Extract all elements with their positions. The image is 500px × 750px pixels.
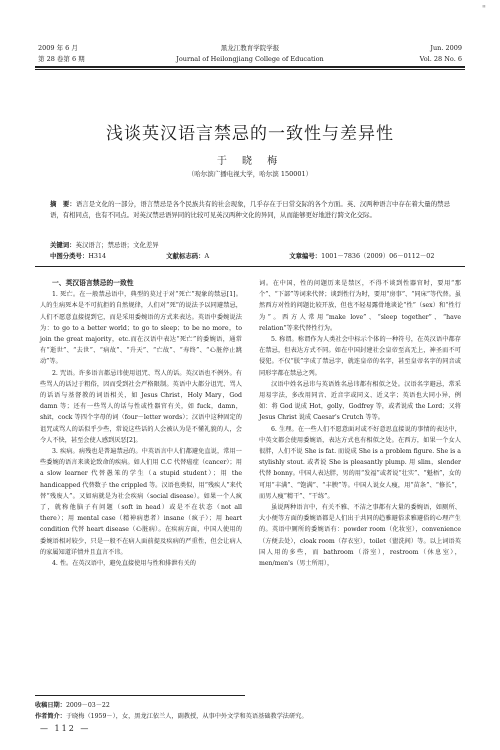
- clc-label: 中图分类号：: [50, 252, 89, 260]
- keywords: [50, 240, 159, 249]
- paragraph-illness: 3. 疾病。病残也是普遍禁忌的。中英语言中人们都避免直说，常用一些委婉的语言来谈论致命的疾病。如人们用 C.C 代替癌症（cancer）；用 a slow learner 代替愚笨的学生（a stupid student）；用 the handicapped 代替数子 the crippled 等。汉语也类似，用“残疾人”来代替“残废人”。又如病就是为社会疾病（social disease）。如果一个人疯了，就称他脑子有问题（soft in head）或是不在状态（not all there）；用 mental case（精神病患者）insane（疯子）；用 heart condition 代替 heart disease（心脏病）。在疾病方面，中国人使用的委婉语相对较少，只是一般不在病人面前提及疾病的严重性，但会让病人的家属知道详情并且直言不讳。: [40, 448, 242, 556]
- paragraph-curse: 2. 咒语。许多语言都忌讳使用诅咒、骂人的话。英汉语也不例外。有些骂人的话过于粗俗，因而受到社会严格限制。英语中大都分诅咒、骂人的话语与基督教的词语相关，如 Jesus Christ，Holy Mary，God damn 等；还有一些骂人的话与性或性器官有关，如 fuck，damn，shit，cock 等四个字母的词（four－letter words）；汉语中这种固定的诅咒或骂人的话似乎少些，常说这些话的人会被认为是不懂礼貌的人，会令人不快，甚至会使人感到厌恶[2]。: [40, 369, 242, 444]
- section-heading: 一、英汉语言禁忌的一致性: [52, 279, 134, 287]
- left-column: [40, 278, 242, 569]
- header-date-en: Jun. 2009: [430, 44, 462, 52]
- keywords-text: 英汉语言；禁忌语；文化差异: [75, 241, 159, 249]
- clc-number: [50, 251, 120, 260]
- keywords-label: 关键词：: [50, 241, 76, 249]
- header-journal-cn: 黑龙江教育学院学报: [220, 44, 280, 52]
- author-bio: [35, 711, 308, 722]
- page-number: — 112 —: [40, 724, 91, 733]
- header-rule: [35, 66, 465, 68]
- author-bio-text: 于晓梅（1959－），女，黑龙江依兰人，副教授，从事中外文学和英语基础教学法研究。: [65, 713, 308, 720]
- paragraph-names: 汉语中姓名忌讳与英语姓名忌讳都有相似之处。汉语名字避忌，常采用易字法，多改用同音、近音字或同义、近义字；英语也大同小异，例如：将 God 说成 Hot，golly，Godfrey 等，或者说成 the Lord；又将 Jesus Christ 说成 Caesar's Crutch 等等。: [259, 380, 461, 422]
- abstract-label: 摘 要：: [50, 200, 76, 208]
- art-value: 1001－7836（2009）06－0112－02: [321, 252, 435, 260]
- article-author: 于 晓 梅: [216, 156, 284, 167]
- header-volume-issue: 第 28 卷第 6 期: [38, 55, 85, 63]
- author-bio-label: 作者简介：: [35, 713, 66, 720]
- paragraph-death: 1. 死亡。在一般禁忌语中，典型的莫过于对“死亡”现象的禁忌[1]。人的生病死本是不可抗拒的自然规律，人们对“死”的说法予以同避禁忌，人们不愿意直接提到它，而是采用委婉语的方式来表达。英语中委婉说法为：to go to a better world；to go to sleep；to be no more，to join the great majority，etc.而在汉语中表达“死亡”的委婉语，通常有“逝世”、“去世”、“病故”、“升天”、“亡故”、“寿终”、“心脏停止跳动”等。: [40, 291, 242, 366]
- right-column: [259, 278, 461, 569]
- footnote-rule: [35, 695, 245, 696]
- doc-code: [166, 251, 223, 260]
- abstract: [50, 199, 450, 221]
- body-rule: [35, 266, 465, 267]
- doc-value: A: [204, 252, 210, 260]
- header-rule-thin: [35, 69, 465, 70]
- clc-value: H314: [88, 252, 107, 260]
- paragraph-sex-cont: 词。在中国，性的问题历来是禁区，不得不谈到性器官时，要用“那个”、“下部”等词来代替；谈到性行为时，要用“房事”、“同床”等代替。虽然西方对性的问题比较开放，但也不轻易露骨地谈论“性”（sex）和“性行为”。西方人常用“make love”、“sleep together”、“have relation”等来代替性行为。: [259, 280, 461, 332]
- footnote: [35, 700, 308, 722]
- paragraph-physiology: 6. 生理。在一些人们不愿意面对或不好意思直接说的事情的表达中，中英文都会使用委婉语，表达方式也有相似之处。在西方，如果一个女人很胖，人们不说 She is fat. 而说成 She is a problem figure. She is a stylishly stout. 或者说 She is pleasantly plump. 用 slim，slender 代替 bonny。中国人表达胖，男的用“发福”或者说“壮实”、“魁梧”，女的可用“丰满”、“饱满”、“丰腴”等。中国人说女人瘦，用“苗条”、“修长”，而男人瘦“精干”、“干练”。: [259, 425, 461, 500]
- header-journal-en: Journal of Heilongjiang College of Education: [176, 55, 324, 63]
- art-label: 文章编号：: [289, 252, 322, 260]
- header-vol-en: Vol. 28 No. 6: [419, 55, 462, 63]
- doc-label: 文献标志码：: [166, 252, 205, 260]
- received-value: 2009－03－22: [65, 702, 110, 709]
- paragraph-toilet: 虽说两种语言中，有关不雅、不洁之事都有大量的委婉语，如厕所、大小便等方面的委婉语都是人们出于共同的趋雅避俗求雅避俗的心理产生的。英语中厕所的委婉语有：powder room（化妆室），convenience（方便去处），cloak room（存衣室），toilet（盥洗间）等。以上词语英国人用的多些，而 bathroom（浴室），restroom（休息室），men/men's（男士所用），: [259, 504, 461, 568]
- corner-mark: ": [481, 5, 486, 15]
- paragraph-sex: 4. 性。在英汉语中，避免直接使用与性和排泄有关的: [52, 560, 196, 568]
- classification-line: [50, 251, 462, 260]
- paragraph-address: 5. 称谓。称谓作为人类社会中标示个体的一种符号，在英汉语中都存在禁忌，但表达方式不同。如在中国封建社会皇帝至高无上，神圣而不可侵犯。不仅“朕”字成了禁忌字，就连皇帝的名字，甚至皇帝名字的同音或同形字都在禁忌之列。: [259, 336, 461, 377]
- abstract-text: 语言是文化的一部分，语言禁忌是各个民族共有的社会现象，几乎存在于日常交际的各个方面。英、汉两种语言中存在着大量的禁忌语，有相同点，也有不同点。对英汉禁忌语异同的比较可见英汉两种文化的异同，从而能够更好地进行跨文化交际。: [50, 200, 450, 219]
- received-label: 收稿日期：: [35, 702, 66, 709]
- author-affiliation: （哈尔滨广播电视大学，哈尔滨 150001）: [187, 170, 313, 178]
- header-date: 2009 年 6 月: [38, 44, 78, 52]
- article-title: 浅谈英汉语言禁忌的一致性与差异性: [106, 124, 394, 144]
- article-number: [289, 251, 448, 260]
- received-date: [35, 700, 308, 711]
